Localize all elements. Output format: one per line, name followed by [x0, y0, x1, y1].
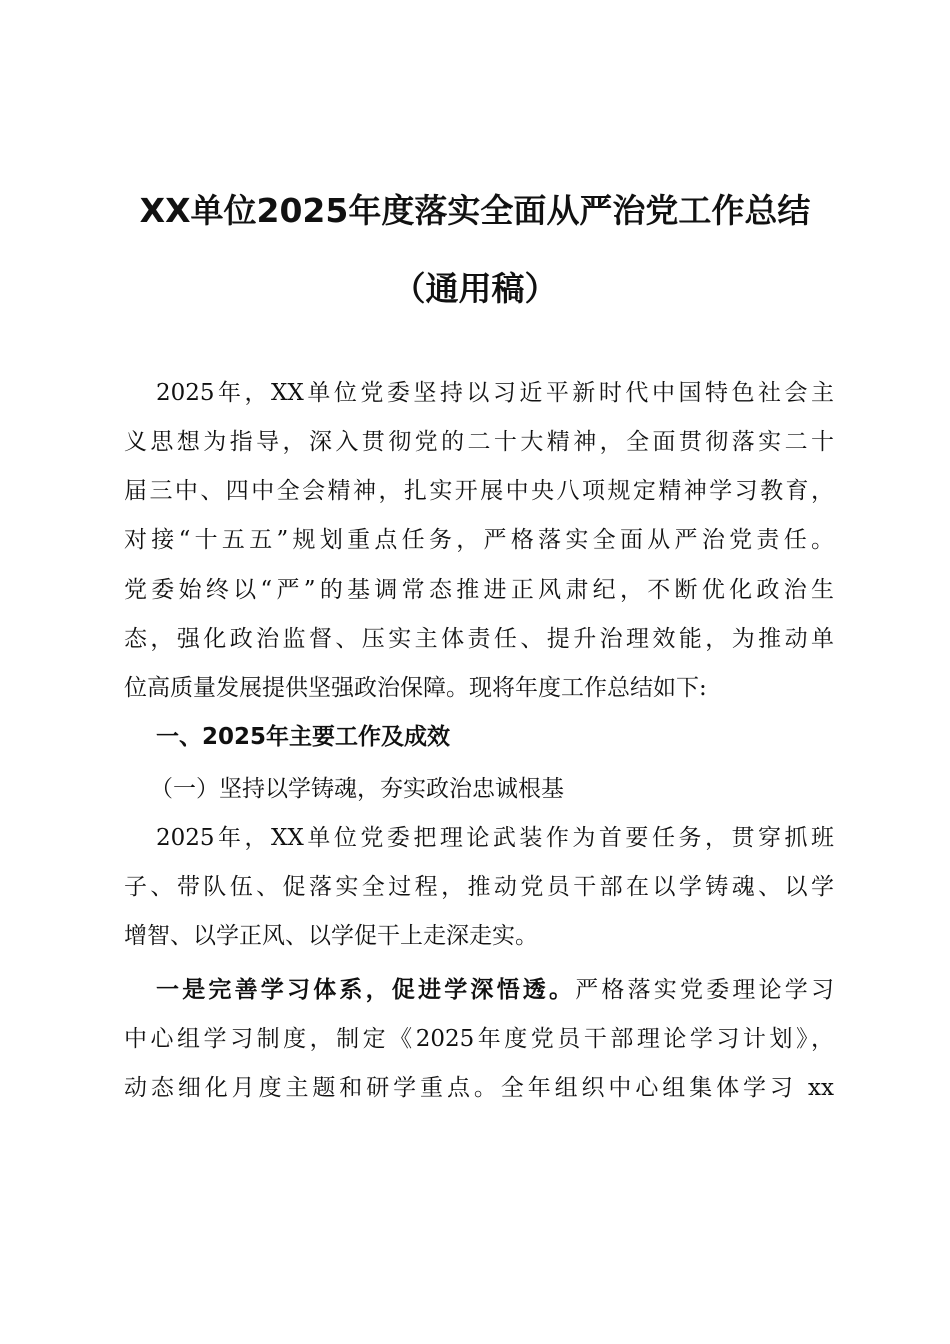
paragraph-line — [156, 967, 834, 1013]
document-title-line-1: XX单位2025年度落实全面从严治党工作总结 — [139, 191, 811, 230]
paragraph-line: 动态细化月度主题和研学重点。全年组织中心组集体学习 xx — [124, 1075, 834, 1101]
intro-line: 位高质量发展提供坚强政治保障。现将年度工作总结如下: — [124, 675, 707, 701]
paragraph-lead-text: 一是完善学习体系，促进学深悟透。 — [156, 977, 576, 1003]
intro-line: 对接“十五五”规划重点任务，严格落实全面从严治党责任。 — [124, 527, 834, 553]
paragraph-line: 中心组学习制度，制定《2025年度党员干部理论学习计划》， — [124, 1026, 834, 1052]
paragraph-line: 增智、以学正风、以学促干上走深走实。 — [124, 923, 538, 949]
document-title-line-2: （通用稿） — [392, 269, 558, 308]
section-heading: 一、2025年主要工作及成效 — [156, 724, 451, 750]
intro-line: 届三中、四中全会精神，扎实开展中央八项规定精神学习教育， — [124, 478, 834, 504]
paragraph-text: 严格落实党委理论学习 — [575, 977, 834, 1003]
subsection-heading: （一）坚持以学铸魂，夯实政治忠诚根基 — [150, 776, 564, 802]
intro-line: 2025年，XX单位党委坚持以习近平新时代中国特色社会主 — [156, 380, 834, 406]
intro-line: 义思想为指导，深入贯彻党的二十大精神，全面贯彻落实二十 — [124, 429, 834, 455]
paragraph-line: 2025年，XX单位党委把理论武装作为首要任务，贯穿抓班 — [156, 825, 834, 851]
intro-line: 态，强化政治监督、压实主体责任、提升治理效能，为推动单 — [124, 626, 834, 652]
paragraph-line: 子、带队伍、促落实全过程，推动党员干部在以学铸魂、以学 — [124, 874, 834, 900]
intro-line: 党委始终以“严”的基调常态推进正风肃纪，不断优化政治生 — [124, 577, 834, 603]
